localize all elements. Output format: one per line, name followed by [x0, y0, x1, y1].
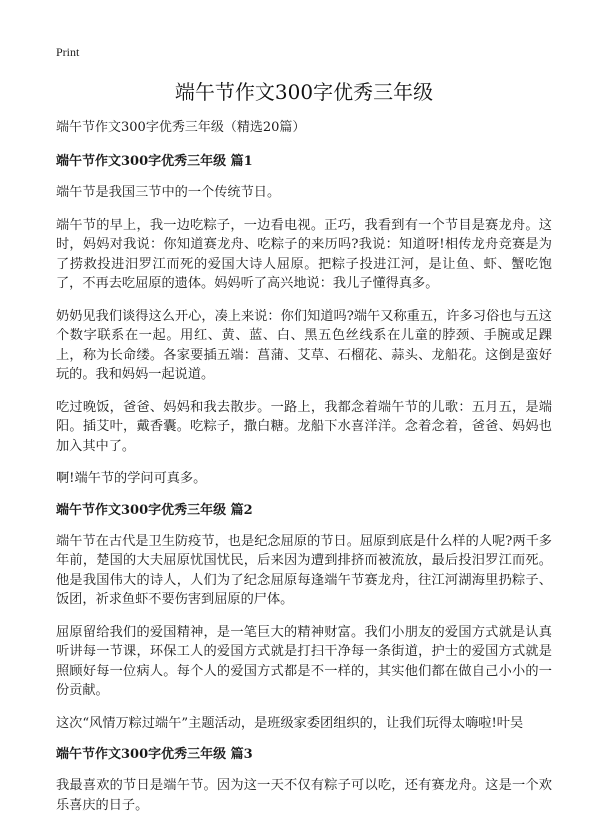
- essay-section-2: [56, 502, 552, 734]
- paragraph: 屈原留给我们的爱国精神，是一笔巨大的精神财富。我们小朋友的爱国方式就是认真听讲每一节课，环保工人的爱国方式就是打扫干净每一条街道，护士的爱国方式就是照顾好每一位病人。每个人的爱国方式都是不一样的，其实他们都在做自己小小的一份贡献。: [56, 624, 552, 698]
- essay-section-1: [56, 153, 552, 489]
- paragraph: 端午节在古代是卫生防疫节，也是纪念屈原的节日。屈原到底是什么样的人呢?两千多年前，楚国的大夫屈原忧国忧民，后来因为遭到排挤而被流放，最后投汨罗江而死。他是我国伟大的诗人，人们为了纪念屈原每逢端午节赛龙舟，往江河湖海里扔粽子、饭团，祈求鱼虾不要伤害到屈原的尸体。: [56, 533, 552, 607]
- paragraph: 我最喜欢的节日是端午节。因为这一天不仅有粽子可以吃，还有赛龙舟。这是一个欢乐喜庆的日子。: [56, 778, 552, 813]
- paragraph: 端午节是我国三节中的一个传统节日。: [56, 185, 281, 200]
- section-heading: 端午节作文300字优秀三年级 篇1: [56, 154, 253, 169]
- section-heading: 端午节作文300字优秀三年级 篇3: [56, 747, 253, 762]
- document-subtitle: 端午节作文300字优秀三年级（精选20篇）: [56, 120, 306, 135]
- page-title: 端午节作文300字优秀三年级: [174, 80, 434, 104]
- section-heading: 端午节作文300字优秀三年级 篇2: [56, 502, 253, 518]
- essay-section-3: [56, 746, 552, 815]
- paragraph: 这次“风情万粽过端午”主题活动，是班级家委团组织的，让我们玩得太嗨啦!叶吴: [56, 715, 524, 731]
- print-label[interactable]: Print: [56, 45, 80, 59]
- paragraph: 吃过晚饭，爸爸、妈妈和我去散步。一路上，我都念着端午节的儿歌：五月五，是端阳。插艾叶，戴香囊。吃粽子，撒白糖。龙船下水喜洋洋。念着念着，爸爸、妈妈也加入其中了。: [56, 399, 552, 454]
- paragraph: 啊!端午节的学问可真多。: [56, 471, 207, 486]
- paragraph: 奶奶见我们谈得这么开心，凑上来说：你们知道吗?端午又称重五，许多习俗也与五这个数字联系在一起。用红、黄、蓝、白、黑五色丝线系在儿童的脖颈、手腕或足踝上，称为长命缕。各家要插五端：菖蒲、艾草、石榴花、蒜头、龙船花。这倒是蛮好玩的。我和妈妈一起说道。: [56, 308, 552, 382]
- paragraph: 端午节的早上，我一边吃粽子，一边看电视。正巧，我看到有一个节目是赛龙舟。这时，妈妈对我说：你知道赛龙舟、吃粽子的来历吗?我说：知道呀!相传龙舟竞赛是为了捞救投进汨罗江而死的爱国大诗人屈原。把粽子投进江河，是让鱼、虾、蟹吃饱了，不再去吃屈原的遗体。妈妈听了高兴地说：我儿子懂得真多。: [56, 217, 552, 291]
